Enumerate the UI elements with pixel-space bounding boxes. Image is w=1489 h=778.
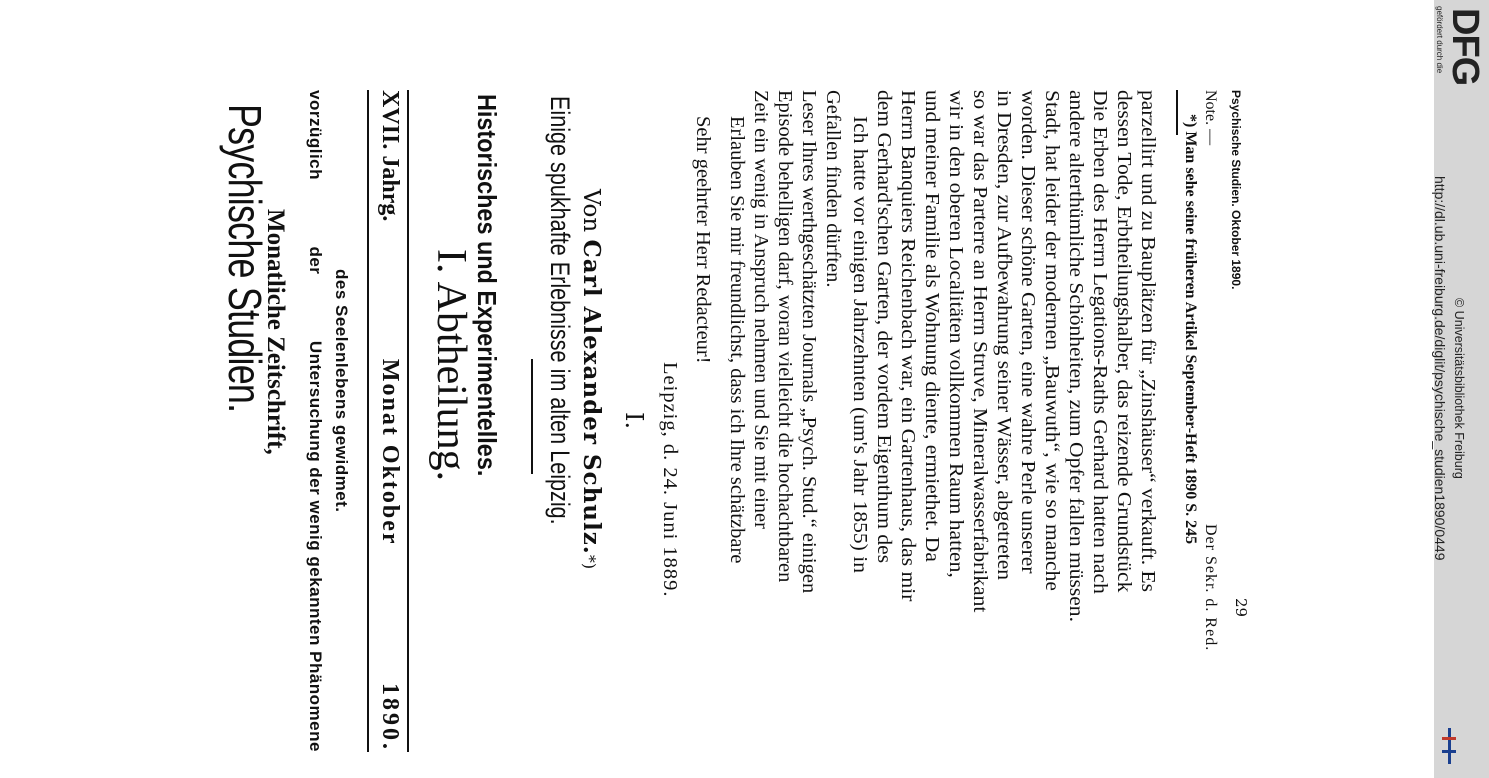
signature-number: 29: [1232, 598, 1250, 618]
dedication-lead: vorzüglich: [306, 90, 325, 181]
footnote-line1: *) Man sehe seine früheren Artikel September-Heft 1890 S. 245: [1182, 114, 1199, 545]
sidebar-text: [1424, 6, 1484, 776]
para2-line10: andere alterthümliche Schönheiten, zum Opfer fallen müssen.: [1065, 90, 1087, 622]
source-url[interactable]: http://dl.ub.uni-freiburg.de/diglit/psychische_studien1890/0449: [1432, 176, 1448, 561]
dedication-rest: Untersuchung der wenig gekannten Phänomene: [306, 340, 325, 752]
para1-line1: [727, 116, 748, 751]
para2-line8: worden. Dieser schöne Garten, eine wahre Perle unserer: [1017, 90, 1039, 574]
para2-line5: wir in den oberen Localitäten vollkommen Raum hatten,: [945, 90, 967, 578]
para2-line7: in Dresden, zur Aufbewahrung seiner Wässer, abgetreten: [993, 90, 1015, 581]
para1-line4-text: Leser Ihres werthgeschätzten Journals „Psych. Stud.“ einigen: [798, 90, 820, 594]
author-line: [579, 189, 603, 569]
para2-line12: dessen Tode, Erbtheilungshalber, das reizende Grundstück: [1113, 90, 1135, 593]
issue-header: [378, 90, 402, 752]
funded-by-label: gefördert durch die: [1435, 6, 1444, 74]
footnote-signature: Der Sekr. d. Red.: [1202, 524, 1219, 652]
section-title: I. Abtheilung.: [428, 249, 474, 482]
dedication-line-2: des Seelenlebens gewidmet.: [332, 269, 351, 513]
para2-line9: Stadt, hat leider der modernen „Bauwuth“, wie so manche: [1041, 90, 1063, 591]
footnote-note: Note. —: [1202, 90, 1219, 146]
para1-line3: [775, 90, 796, 752]
footnote-mark: *): [580, 554, 599, 570]
dedication-line-1: [307, 90, 324, 752]
dateline: Leipzig, d. 24. Juni 1889.: [659, 362, 681, 598]
section-divider: [532, 359, 534, 474]
para1-line2-text: Zeit ein wenig in Anspruch nehmen und Sie mit einer: [750, 90, 772, 529]
para2-line6: so war das Parterre an Herrn Struve, Mineralwasserfabrikant: [969, 90, 991, 613]
para1-line3-text: Episode behelligen darf, woran vielleicht die hochachtbaren: [774, 90, 796, 583]
salutation: Sehr geehrter Herr Redacteur!: [692, 116, 714, 364]
journal-subtitle: Monatliche Zeitschrift,: [262, 209, 289, 455]
year-label: 1890.: [377, 683, 403, 752]
month-label: Monat Oktober: [377, 358, 403, 546]
volume-label: XVII. Jahrg.: [377, 90, 403, 222]
section-subtitle: Historisches und Experimentelles.: [472, 94, 502, 477]
dfg-logo: DFG: [1444, 8, 1486, 86]
para2-line1: Ich hatte vor einigen Jahrzehnten (um's Jahr 1855) in: [849, 116, 871, 573]
para2-line13: parzellirt und zu Bauplätzen für „Zinshäuser“ verkauft. Es: [1137, 90, 1159, 593]
header-rule-bottom: [407, 90, 409, 752]
header-rule-top: [367, 90, 369, 752]
journal-title: Psychische Studien.: [219, 104, 271, 413]
para1-line1-text: Erlauben Sie mir freundlichst, dass ich Ihre schätzbare: [726, 116, 748, 564]
author-name: Carl Alexander Schulz.: [578, 239, 605, 555]
para2-line2: dem Gerhard'schen Garten, der vordem Eigenthum des: [873, 90, 895, 564]
footnote-rule: [1177, 90, 1179, 135]
para2-line11: Die Erben des Herrn Legations-Raths Gerhard hatten nach: [1089, 90, 1111, 594]
para2-line3: Herrn Banquiers Reichenbach war, ein Gartenhaus, das mir: [897, 90, 919, 602]
para1-line4: [799, 90, 820, 752]
copyright-notice: © Universitätsbibliothek Freiburg: [1452, 298, 1466, 479]
article-title: Einige spukhafte Erlebnisse im alten Leipzig.: [545, 96, 575, 525]
rotated-document: [118, 4, 1268, 774]
para2-line4: und meiner Familie als Wohnung diente, ermiethet. Da: [921, 90, 943, 562]
running-foot: Psychische Studien. Oktober 1890.: [1229, 90, 1243, 290]
para1-line2: [751, 90, 772, 752]
para1-line5: Gefallen finden dürften.: [822, 90, 844, 288]
author-prefix: Von: [578, 189, 604, 233]
dedication-der: der: [306, 246, 325, 275]
roman-numeral: I.: [620, 412, 648, 430]
